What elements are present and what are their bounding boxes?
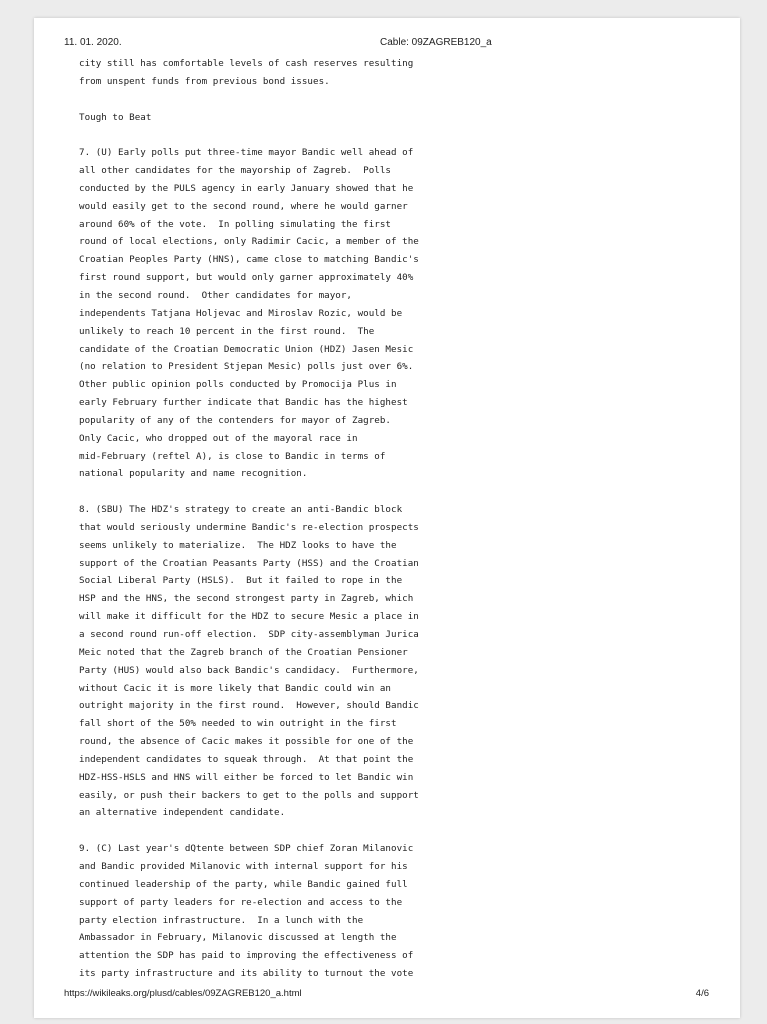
body-line: attention the SDP has paid to improving the effectiveness of bbox=[79, 950, 414, 962]
body-line: HDZ-HSS-HSLS and HNS will either be forced to let Bandic win bbox=[79, 771, 414, 783]
footer-url[interactable]: https://wikileaks.org/plusd/cables/09ZAGREB120_a.html bbox=[64, 988, 302, 999]
header-cable-id: Cable: 09ZAGREB120_a bbox=[380, 37, 492, 48]
body-line: support of party leaders for re-election and access to the bbox=[79, 896, 403, 908]
body-line: Tough to Beat bbox=[79, 111, 152, 123]
cable-body-text bbox=[79, 55, 549, 983]
body-line: Ambassador in February, Milanovic discussed at length the bbox=[79, 932, 397, 944]
body-line: Croatian Peoples Party (HNS), came close to matching Bandic's bbox=[79, 254, 419, 266]
body-line: in the second round. Other candidates for mayor, bbox=[79, 289, 352, 301]
body-line: Other public opinion polls conducted by Promocija Plus in bbox=[79, 379, 397, 391]
body-line: independents Tatjana Holjevac and Miroslav Rozic, would be bbox=[79, 307, 403, 319]
body-line: candidate of the Croatian Democratic Union (HDZ) Jasen Mesic bbox=[79, 343, 414, 355]
body-line: outright majority in the first round. However, should Bandic bbox=[79, 700, 419, 712]
header-date: 11. 01. 2020. bbox=[64, 37, 122, 48]
body-line: without Cacic it is more likely that Bandic could win an bbox=[79, 682, 391, 694]
body-line: mid-February (reftel A), is close to Bandic in terms of bbox=[79, 450, 386, 462]
body-line: 9. (C) Last year's dQtente between SDP chief Zoran Milanovic bbox=[79, 843, 414, 855]
body-line bbox=[79, 822, 549, 840]
body-line: round of local elections, only Radimir Cacic, a member of the bbox=[79, 236, 419, 248]
body-line: easily, or push their backers to get to the polls and support bbox=[79, 789, 419, 801]
body-line: independent candidates to squeak through. At that point the bbox=[79, 753, 414, 765]
body-line: support of the Croatian Peasants Party (HSS) and the Croatian bbox=[79, 557, 419, 569]
body-line bbox=[79, 91, 549, 109]
body-line: from unspent funds from previous bond issues. bbox=[79, 75, 330, 87]
body-line: Only Cacic, who dropped out of the mayoral race in bbox=[79, 432, 358, 444]
body-line: round, the absence of Cacic makes it possible for one of the bbox=[79, 736, 414, 748]
body-line: popularity of any of the contenders for mayor of Zagreb. bbox=[79, 414, 391, 426]
body-line: party election infrastructure. In a lunch with the bbox=[79, 914, 364, 926]
body-line: city still has comfortable levels of cash reserves resulting bbox=[79, 58, 414, 69]
footer-page-number: 4/6 bbox=[695, 988, 709, 999]
body-line: national popularity and name recognition. bbox=[79, 468, 308, 480]
body-line: unlikely to reach 10 percent in the first round. The bbox=[79, 325, 375, 337]
body-line: first round support, but would only garner approximately 40% bbox=[79, 272, 414, 284]
body-line: around 60% of the vote. In polling simulating the first bbox=[79, 218, 391, 230]
body-line: that would seriously undermine Bandic's re-election prospects bbox=[79, 521, 419, 533]
body-line: its party infrastructure and its ability to turnout the vote bbox=[79, 968, 414, 980]
body-line: 8. (SBU) The HDZ's strategy to create an anti-Bandic block bbox=[79, 504, 403, 516]
body-line bbox=[79, 483, 549, 501]
body-line: continued leadership of the party, while Bandic gained full bbox=[79, 878, 408, 890]
body-line: seems unlikely to materialize. The HDZ looks to have the bbox=[79, 539, 397, 551]
body-line: all other candidates for the mayorship of Zagreb. Polls bbox=[79, 165, 391, 177]
body-line: an alternative independent candidate. bbox=[79, 807, 286, 819]
body-line: a second round run-off election. SDP city-assemblyman Jurica bbox=[79, 629, 419, 640]
body-line: conducted by the PULS agency in early January showed that he bbox=[79, 182, 414, 194]
body-line: early February further indicate that Bandic has the highest bbox=[79, 397, 408, 409]
body-line: (no relation to President Stjepan Mesic) polls just over 6%. bbox=[79, 361, 414, 373]
body-line: Social Liberal Party (HSLS). But it failed to rope in the bbox=[79, 575, 403, 587]
body-line: HSP and the HNS, the second strongest party in Zagreb, which bbox=[79, 593, 414, 605]
body-line: will make it difficult for the HDZ to secure Mesic a place in bbox=[79, 611, 419, 623]
body-line bbox=[79, 126, 549, 144]
body-line: Party (HUS) would also back Bandic's candidacy. Furthermore, bbox=[79, 664, 419, 676]
body-line: would easily get to the second round, where he would garner bbox=[79, 200, 408, 212]
document-page bbox=[34, 18, 740, 1018]
body-line: fall short of the 50% needed to win outright in the first bbox=[79, 718, 397, 730]
body-line: and Bandic provided Milanovic with internal support for his bbox=[79, 860, 408, 872]
body-line: Meic noted that the Zagreb branch of the Croatian Pensioner bbox=[79, 646, 408, 658]
body-line: 7. (U) Early polls put three-time mayor Bandic well ahead of bbox=[79, 147, 414, 159]
